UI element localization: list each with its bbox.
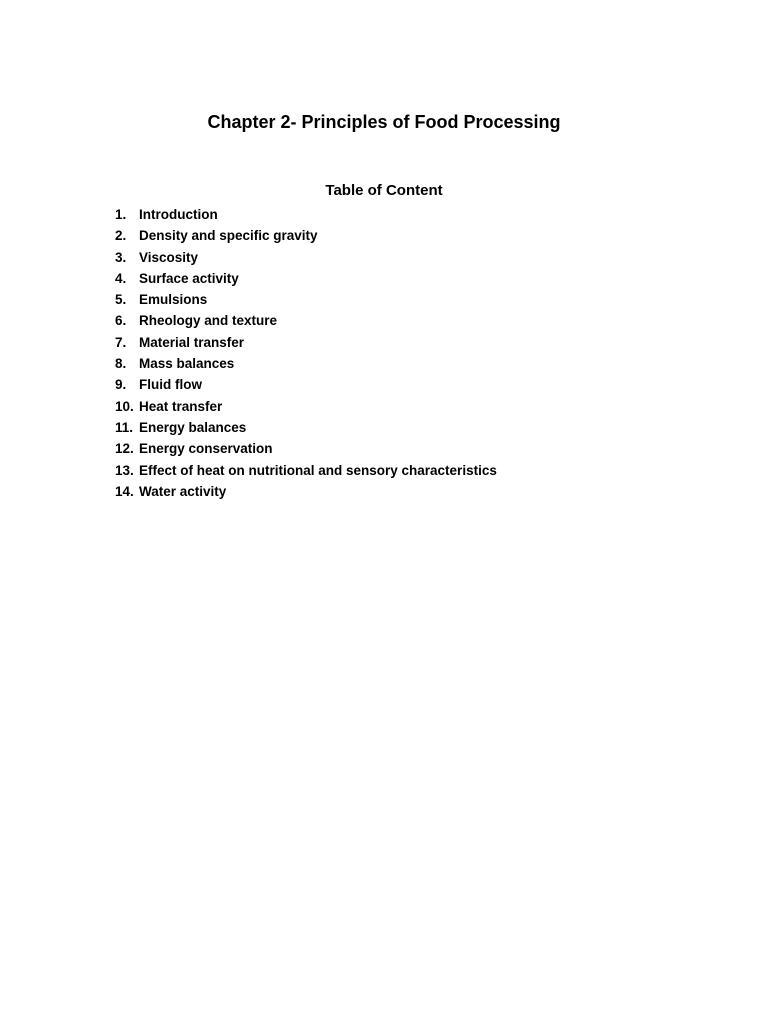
toc-item-label: Surface activity	[139, 270, 239, 286]
chapter-title: Chapter 2- Principles of Food Processing	[207, 112, 561, 132]
toc-item-label: Energy balances	[139, 419, 247, 435]
toc-item	[115, 332, 497, 353]
toc-item	[115, 289, 497, 310]
toc-item-label: Rheology and texture	[139, 313, 278, 329]
toc-item-label: Emulsions	[139, 292, 208, 308]
toc-item-label: Water activity	[139, 483, 227, 499]
toc-item-label: Mass balances	[139, 356, 235, 372]
toc-item-number: 9.	[115, 377, 127, 393]
toc-item-label: Material transfer	[139, 334, 245, 350]
toc-item	[115, 417, 497, 438]
toc-item	[115, 460, 497, 481]
toc-item-label: Energy conservation	[139, 441, 273, 457]
toc-item	[115, 268, 497, 289]
toc-item-label: Density and specific gravity	[139, 228, 318, 244]
toc-item-number: 11.	[115, 419, 134, 435]
toc-item	[115, 353, 497, 374]
toc-item-label: Introduction	[139, 207, 218, 222]
toc-item-number: 12.	[115, 441, 134, 457]
toc-item	[115, 247, 497, 268]
toc-item	[115, 481, 497, 502]
toc-item-number: 10.	[115, 398, 134, 414]
toc-item-label: Heat transfer	[139, 398, 223, 414]
toc-item	[115, 438, 497, 459]
toc-item-number: 3.	[115, 249, 127, 265]
toc-item-number: 7.	[115, 334, 127, 350]
toc-item	[115, 396, 497, 417]
toc-item	[115, 204, 497, 225]
toc-item-number: 4.	[115, 270, 127, 286]
toc-item-label: Viscosity	[139, 249, 199, 265]
toc-item-number: 1.	[115, 207, 127, 222]
toc-item-number: 14.	[115, 483, 134, 499]
toc-item-label: Fluid flow	[139, 377, 202, 393]
toc-item-number: 2.	[115, 228, 127, 244]
toc-item-number: 8.	[115, 356, 127, 372]
table-of-contents	[115, 204, 497, 502]
toc-item	[115, 225, 497, 246]
toc-heading: Table of Content	[325, 182, 443, 199]
toc-item	[115, 310, 497, 331]
toc-item-number: 5.	[115, 292, 127, 308]
toc-item-number: 13.	[115, 462, 134, 478]
toc-item	[115, 374, 497, 395]
toc-item-number: 6.	[115, 313, 127, 329]
toc-item-label: Effect of heat on nutritional and sensory characteristics	[139, 462, 497, 478]
